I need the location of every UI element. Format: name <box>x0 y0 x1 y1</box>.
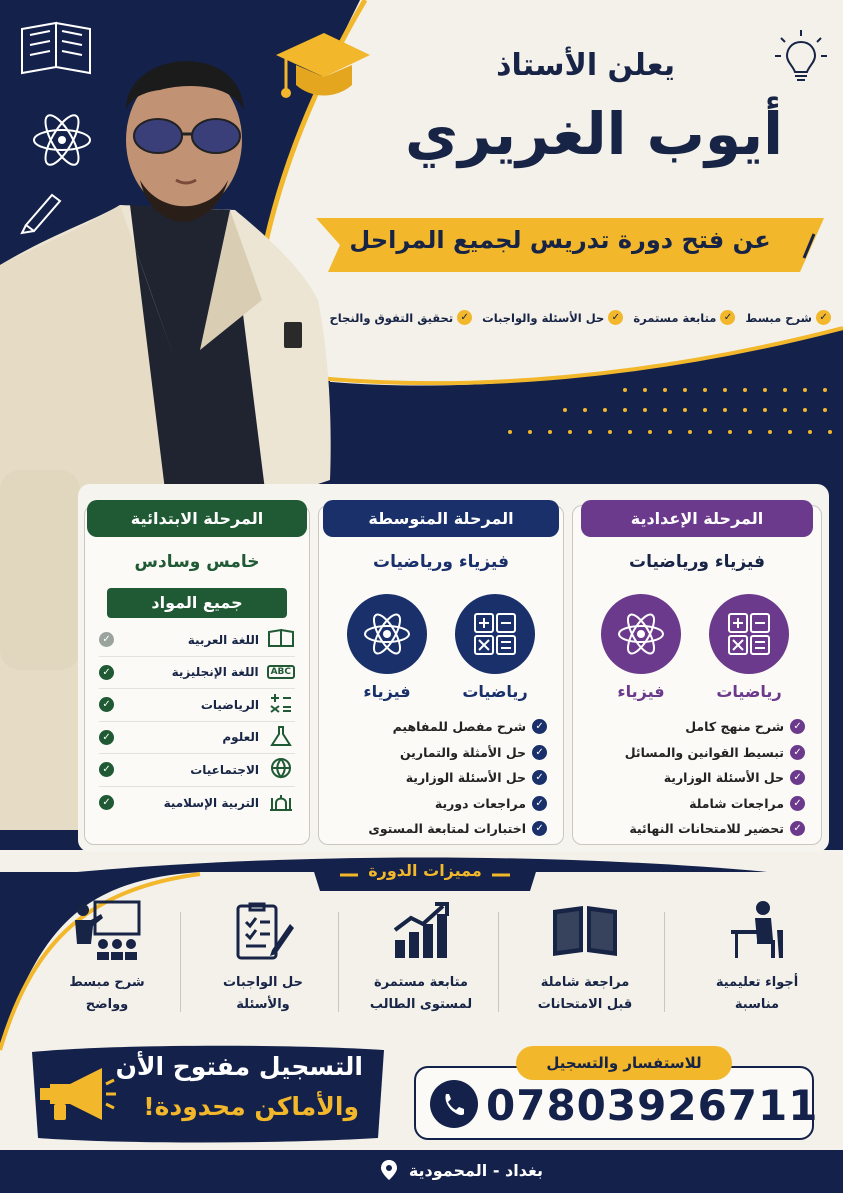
globe-icon <box>267 757 295 782</box>
highlight-item: ✓ تحقيق التفوق والنجاح <box>329 310 472 325</box>
check-icon: ✓ <box>532 796 547 811</box>
highlight-item: ✓ متابعة مستمرة <box>633 310 735 325</box>
all-subjects-badge: جميع المواد <box>107 588 287 618</box>
check-icon: ✓ <box>99 697 114 712</box>
list-item: ✓ تبسيط القوانين والمسائل <box>625 740 805 766</box>
check-icon: ✓ <box>99 730 114 745</box>
graduation-cap-icon <box>272 25 372 105</box>
phone-number[interactable]: 07803926711 <box>486 1081 819 1130</box>
list-item: العلوم ✓ <box>99 722 295 755</box>
tagline-text: عن فتح دورة تدريس لجميع المراحل <box>349 226 771 254</box>
abc-icon: ABC <box>267 665 295 679</box>
atom-icon <box>347 594 427 674</box>
list-item: ✓ شرح منهج كامل <box>625 714 805 740</box>
check-icon: ✓ <box>532 719 547 734</box>
check-icon: ✓ <box>720 310 735 325</box>
contact-label: للاستفسار والتسجيل <box>516 1046 732 1080</box>
math-icon <box>709 594 789 674</box>
growth-chart-icon <box>391 900 451 962</box>
teacher-name: أيوب الغريري <box>405 100 783 168</box>
physics-label: فيزياء <box>363 682 411 701</box>
registration-open-text: التسجيل مفتوح الأن <box>115 1052 363 1081</box>
preparatory-subtitle: فيزياء ورياضيات <box>629 552 765 572</box>
list-item: الاجتماعيات ✓ <box>99 754 295 787</box>
announces-text: يعلن الأستاذ <box>496 48 675 83</box>
student-desk-icon <box>727 900 787 962</box>
list-item: الرياضيات ✓ <box>99 689 295 722</box>
check-icon: ✓ <box>790 770 805 785</box>
book-icon <box>267 628 295 651</box>
preparatory-title: المرحلة الإعدادية <box>581 500 813 537</box>
list-item: ✓ حل الأسئلة الوزارية <box>368 765 547 791</box>
math-label: رياضيات <box>716 682 782 701</box>
primary-title: المرحلة الابتدائية <box>87 500 307 537</box>
list-item: ✓ مراجعات شاملة <box>625 791 805 817</box>
calculator-symbols-icon <box>267 692 295 717</box>
phone-icon <box>430 1080 478 1128</box>
highlight-item: ✓ شرح مبسط <box>745 310 831 325</box>
check-icon: ✓ <box>532 770 547 785</box>
feature-item: شرح مبسط وواضح <box>32 900 182 1030</box>
feature-item: مراجعة شاملة قبل الامتحانات <box>510 900 660 1030</box>
list-item: التربية الإسلامية ✓ <box>99 787 295 820</box>
list-item: ✓ مراجعات دورية <box>368 791 547 817</box>
location-pin-icon <box>379 1158 399 1182</box>
feature-item: أجواء تعليمية مناسبة <box>682 900 832 1030</box>
check-icon: ✓ <box>99 632 114 647</box>
list-item: ✓ اختبارات لمتابعة المستوى <box>368 816 547 842</box>
physics-label: فيزياء <box>617 682 665 701</box>
check-icon: ✓ <box>790 745 805 760</box>
check-icon: ✓ <box>790 796 805 811</box>
features-title: مميزات الدورة <box>368 861 482 880</box>
list-item: ✓ تحضير للامتحانات النهائية <box>625 816 805 842</box>
check-icon: ✓ <box>816 310 831 325</box>
feature-item: متابعة مستمرة لمستوى الطالب <box>346 900 496 1030</box>
highlights-row <box>329 310 831 325</box>
list-item: ✓ حل الأمثلة والتمارين <box>368 740 547 766</box>
list-item: ✓ شرح مفصل للمفاهيم <box>368 714 547 740</box>
lightbulb-icon <box>773 28 829 84</box>
math-label: رياضيات <box>462 682 528 701</box>
highlight-item: ✓ حل الأسئلة والواجبات <box>482 310 623 325</box>
primary-subjects <box>99 624 295 819</box>
megaphone-icon <box>40 1062 116 1126</box>
intermediate-card <box>318 505 564 845</box>
primary-card <box>84 505 310 845</box>
dot-pattern <box>505 382 835 452</box>
check-icon: ✓ <box>99 795 114 810</box>
list-item: اللغة العربية ✓ <box>99 624 295 657</box>
list-item: ABC اللغة الإنجليزية ✓ <box>99 657 295 690</box>
feature-item: حل الواجبات والأسئلة <box>188 900 338 1030</box>
intermediate-subtitle: فيزياء ورياضيات <box>373 552 509 572</box>
preparatory-card <box>572 505 822 845</box>
check-icon: ✓ <box>532 745 547 760</box>
check-icon: ✓ <box>457 310 472 325</box>
feature-divider <box>498 912 499 1012</box>
check-icon: ✓ <box>532 821 547 836</box>
check-icon: ✓ <box>790 821 805 836</box>
check-icon: ✓ <box>790 719 805 734</box>
preparatory-points <box>625 714 805 842</box>
open-book-icon <box>549 900 621 962</box>
mosque-icon <box>267 790 295 815</box>
feature-divider <box>664 912 665 1012</box>
check-icon: ✓ <box>99 762 114 777</box>
primary-subtitle: خامس وسادس <box>134 552 260 572</box>
location: بغداد - المحمودية <box>379 1158 543 1182</box>
list-item: ✓ حل الأسئلة الوزارية <box>625 765 805 791</box>
atom-icon <box>601 594 681 674</box>
clipboard-pen-icon <box>232 900 294 962</box>
intermediate-title: المرحلة المتوسطة <box>323 500 559 537</box>
teacher-board-icon <box>71 900 143 962</box>
check-icon: ✓ <box>608 310 623 325</box>
check-icon: ✓ <box>99 665 114 680</box>
intermediate-points <box>368 714 547 842</box>
limited-places-text: والأماكن محدودة! <box>143 1092 359 1121</box>
feature-divider <box>338 912 339 1012</box>
flask-icon <box>267 725 295 750</box>
math-icon <box>455 594 535 674</box>
